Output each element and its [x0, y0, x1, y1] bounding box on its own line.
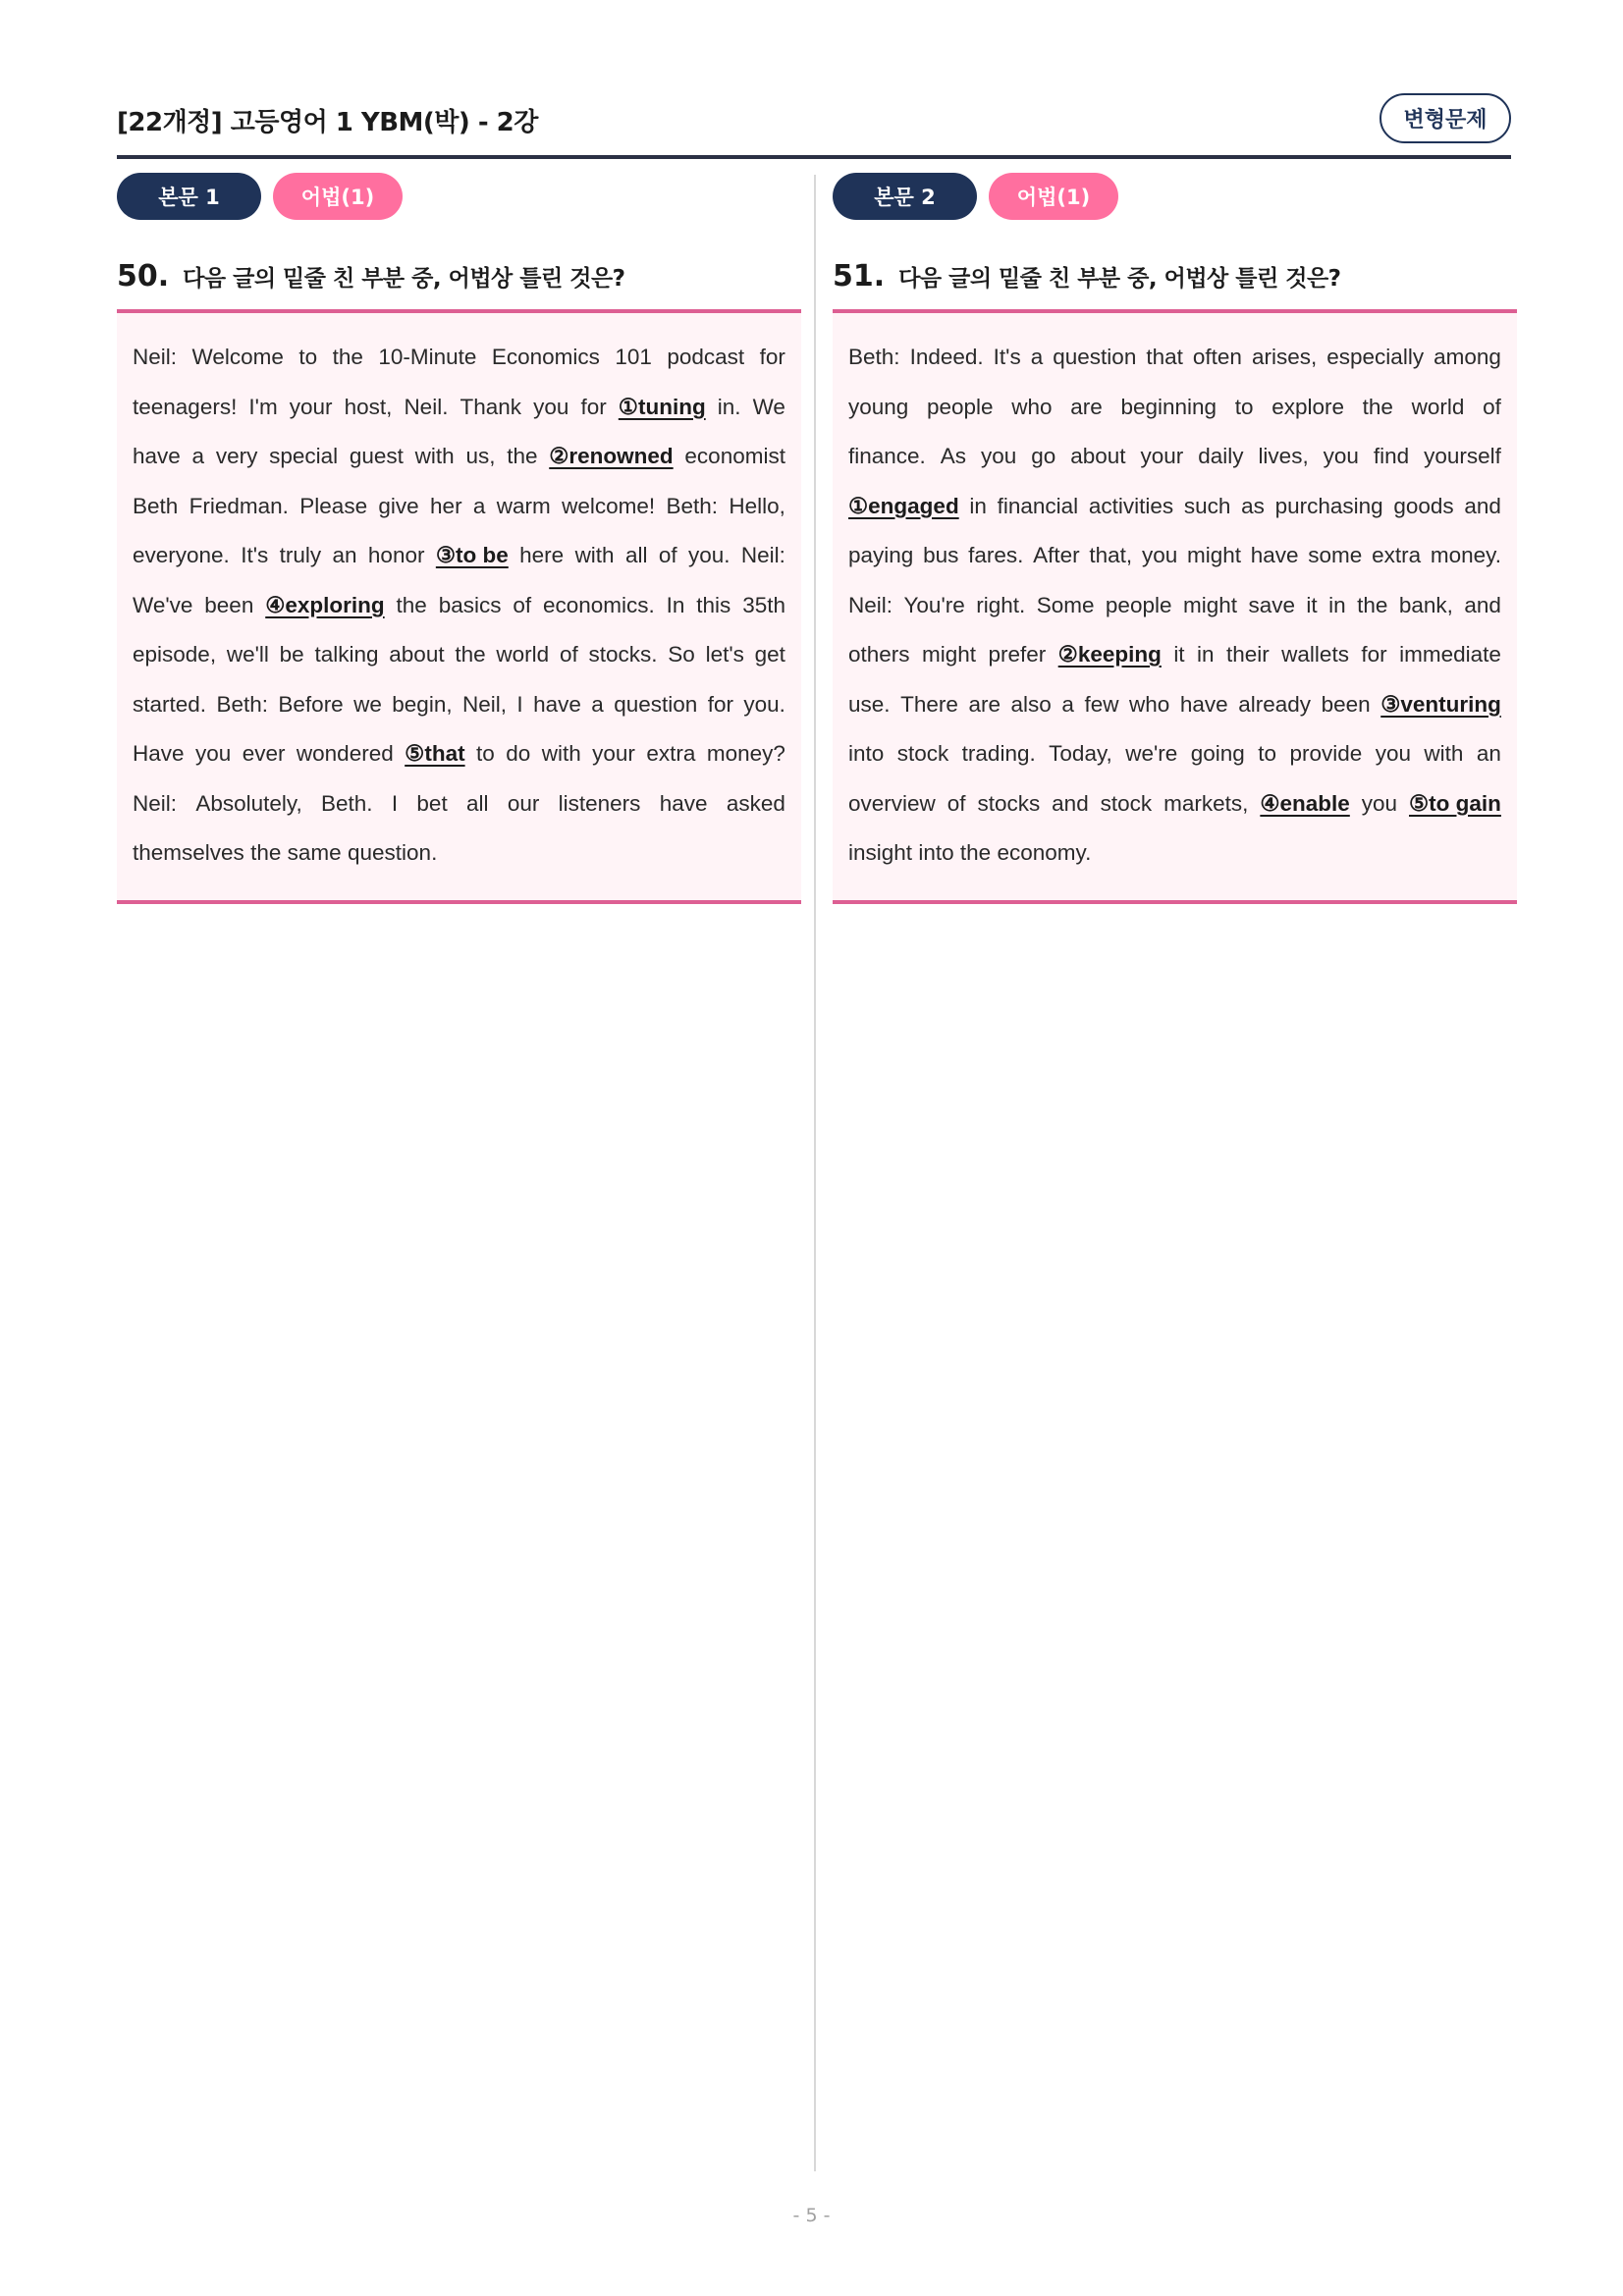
- passage-line: [848, 531, 1501, 581]
- passage-word: you: [980, 444, 1017, 468]
- passage-word: lives,: [1258, 444, 1309, 468]
- passage-word: especially: [1326, 345, 1425, 369]
- passage-word: your: [592, 741, 635, 766]
- passage-line: [848, 680, 1501, 730]
- passage-word: finance.: [848, 444, 926, 468]
- passage-word: honor: [367, 543, 425, 567]
- question-number: 51.: [833, 259, 886, 294]
- passage-word: stocks.: [588, 642, 658, 667]
- passage-word: Economics: [491, 345, 600, 369]
- passage-word: have: [1179, 691, 1228, 717]
- passage-word: the: [959, 840, 992, 865]
- question-text: 다음 글의 밑줄 친 부분 중, 어법상 틀린 것은?: [898, 266, 1341, 292]
- passage-word: host,: [344, 394, 393, 419]
- passage-word: among: [1434, 345, 1501, 369]
- passage-word: fares.: [968, 543, 1024, 567]
- passage-word: and: [1052, 790, 1089, 816]
- passage-word: world: [1411, 394, 1465, 419]
- variant-question-badge: 변형문제: [1380, 93, 1511, 143]
- passage-word: as: [1241, 493, 1265, 518]
- passage-box: [117, 309, 801, 904]
- underlined-choice: ⑤to gain: [1409, 790, 1501, 816]
- passage-word: a: [472, 493, 486, 518]
- passage-line: [848, 333, 1501, 383]
- passage-word: Neil:: [740, 543, 785, 567]
- passage-line: [848, 482, 1501, 532]
- passage-word: you.: [743, 691, 785, 717]
- passage-word: economy.: [997, 840, 1092, 865]
- passage-word: that,: [1089, 543, 1133, 567]
- passage-word: it: [1306, 592, 1318, 617]
- passage-word: also: [1010, 691, 1052, 717]
- underlined-choice: ②renowned: [549, 444, 674, 468]
- passage-word: warm: [496, 493, 551, 518]
- passage-word: get: [754, 642, 785, 667]
- passage-word: the: [507, 444, 538, 468]
- passage-line: [848, 630, 1501, 680]
- passage-word: the: [1362, 394, 1393, 419]
- passage-word: Absolutely,: [195, 790, 302, 816]
- passage-word: with: [541, 741, 581, 766]
- passage-word: economics.: [542, 592, 655, 617]
- passage-word: begin,: [392, 691, 453, 717]
- passage-line: [133, 828, 785, 879]
- passage-word: our: [507, 790, 540, 816]
- passage-word: I: [391, 790, 399, 816]
- passage-word: do: [506, 741, 531, 766]
- passage-word: people: [1105, 592, 1172, 617]
- passage-word: After: [1033, 543, 1080, 567]
- passage-word: the: [455, 642, 486, 667]
- passage-word: that: [1146, 345, 1183, 369]
- passage-word: you: [1141, 543, 1178, 567]
- passage-line: [133, 581, 785, 631]
- passage-word: you: [1375, 741, 1411, 766]
- passage-word: Neil:: [848, 592, 893, 617]
- passage-word: save: [1248, 592, 1295, 617]
- underlined-choice: ④enable: [1260, 790, 1350, 816]
- passage-word: the: [396, 592, 427, 617]
- type-tag: 어법(1): [989, 173, 1118, 220]
- passage-word: to: [298, 345, 318, 369]
- passage-word: everyone.: [133, 543, 230, 567]
- passage-word: your: [1140, 444, 1184, 468]
- passage-word: we: [353, 691, 382, 717]
- passage-word: paying: [848, 543, 914, 567]
- passage-word: prefer: [988, 642, 1047, 667]
- passage-word: overview: [848, 790, 936, 816]
- passage-word: yourself: [1424, 444, 1501, 468]
- passage-word: beginning: [1120, 394, 1217, 419]
- passage-word: are: [968, 691, 1001, 717]
- passage-word: guest: [349, 444, 404, 468]
- passage-word: we'll: [226, 642, 269, 667]
- passage-word: some: [1308, 543, 1363, 567]
- passage-word: be: [279, 642, 304, 667]
- passage-word: find: [1373, 444, 1410, 468]
- passage-word: daily: [1198, 444, 1244, 468]
- passage-word: her: [430, 493, 462, 518]
- passage-word: question: [614, 691, 698, 717]
- passage-word: might: [1186, 543, 1241, 567]
- passage-line: [133, 779, 785, 829]
- passage-word: talking: [314, 642, 379, 667]
- passage-word: special: [269, 444, 339, 468]
- passage-word: with: [1424, 741, 1464, 766]
- passage-word: bet: [416, 790, 448, 816]
- passage-word: welcome!: [562, 493, 656, 518]
- passage-word: go: [1031, 444, 1056, 468]
- passage-word: very: [215, 444, 258, 468]
- passage-word: all: [466, 790, 489, 816]
- passage-word: for: [759, 345, 785, 369]
- passage-line: [848, 383, 1501, 433]
- passage-word: activities: [1088, 493, 1174, 518]
- passage-word: you: [1361, 790, 1398, 816]
- passage-word: who: [1129, 691, 1170, 717]
- passage-word: 35th: [742, 592, 785, 617]
- passage-word: asked: [726, 790, 785, 816]
- passage-tag: 본문 2: [833, 173, 977, 220]
- passage-box: [833, 309, 1517, 904]
- passage-word: into: [918, 840, 954, 865]
- passage-word: with: [414, 444, 455, 468]
- passage-word: of: [559, 642, 578, 667]
- passage-word: There: [900, 691, 958, 717]
- underlined-choice: ①tuning: [618, 394, 706, 419]
- passage-word: truly: [279, 543, 322, 567]
- passage-word: about: [1070, 444, 1126, 468]
- passage-word: let's: [705, 642, 744, 667]
- passage-word: We: [752, 394, 785, 419]
- header-rule: [117, 155, 1511, 159]
- passage-word: As: [940, 444, 967, 468]
- page-header-title: [22개정] 고등영어 1 YBM(박) - 2강: [117, 108, 538, 137]
- passage-word: have: [659, 790, 708, 816]
- passage-word: Have: [133, 741, 185, 766]
- passage-word: in.: [717, 394, 741, 419]
- passage-line: [848, 729, 1501, 779]
- passage-word: here: [519, 543, 565, 567]
- underlined-choice: ③venturing: [1380, 691, 1501, 717]
- passage-word: to: [476, 741, 495, 766]
- passage-word: basics: [438, 592, 502, 617]
- passage-word: money?: [706, 741, 785, 766]
- passage-word: You're: [903, 592, 965, 617]
- passage-line: [848, 779, 1501, 829]
- passage-word: an: [1476, 741, 1501, 766]
- passage-word: and: [1464, 493, 1501, 518]
- passage-word: their: [1225, 642, 1270, 667]
- passage-word: It's: [993, 345, 1021, 369]
- passage-word: I'm: [248, 394, 278, 419]
- passage-word: Beth:: [666, 493, 719, 518]
- tag-row: [833, 173, 1517, 222]
- passage-line: [133, 630, 785, 680]
- passage-word: wallets: [1281, 642, 1349, 667]
- underlined-choice: ②keeping: [1057, 642, 1162, 667]
- passage-line: [848, 581, 1501, 631]
- passage-word: teenagers!: [133, 394, 238, 419]
- passage-word: might: [921, 642, 977, 667]
- passage-word: often: [1192, 345, 1242, 369]
- passage-word: you: [1323, 444, 1359, 468]
- passage-word: Please: [299, 493, 368, 518]
- passage-word: for: [580, 394, 607, 419]
- passage-word: I: [516, 691, 523, 717]
- passage-word: listeners: [558, 790, 641, 816]
- passage-word: for: [707, 691, 733, 717]
- passage-word: Before: [278, 691, 344, 717]
- passage-word: podcast: [667, 345, 745, 369]
- column-divider: [814, 175, 816, 2171]
- passage-word: extra: [646, 741, 696, 766]
- passage-word: people: [927, 394, 994, 419]
- passage-word: So: [668, 642, 695, 667]
- passage-line: [133, 432, 785, 482]
- passage-word: have: [1250, 543, 1299, 567]
- passage-word: Neil:: [133, 345, 178, 369]
- underlined-choice: ③to be: [435, 543, 509, 567]
- question-text: 다음 글의 밑줄 친 부분 중, 어법상 틀린 것은?: [183, 266, 625, 292]
- passage-word: others: [848, 642, 910, 667]
- passage-word: in: [1328, 592, 1346, 617]
- passage-word: already: [1238, 691, 1312, 717]
- passage-word: the: [1357, 592, 1388, 617]
- passage-word: into: [848, 741, 885, 766]
- passage-word: who: [1011, 394, 1053, 419]
- underlined-choice: ④exploring: [265, 592, 385, 617]
- passage-word: you: [194, 741, 232, 766]
- passage-word: explore: [1271, 394, 1344, 419]
- passage-word: use.: [848, 691, 891, 717]
- passage-word: for: [1361, 642, 1387, 667]
- passage-word: of: [658, 543, 677, 567]
- passage-word: Beth:: [848, 345, 900, 369]
- passage-word: right.: [976, 592, 1026, 617]
- passage-word: episode,: [133, 642, 217, 667]
- passage-word: Some: [1036, 592, 1095, 617]
- passage-word: purchasing: [1274, 493, 1383, 518]
- passage-word: 10-Minute: [378, 345, 477, 369]
- passage-word: financial: [997, 493, 1079, 518]
- passage-line: [133, 383, 785, 433]
- passage-word: stocks: [977, 790, 1041, 816]
- passage-word: been: [1321, 691, 1371, 717]
- question-heading: [117, 259, 801, 298]
- passage-word: have: [133, 444, 181, 468]
- passage-tag: 본문 1: [117, 173, 261, 220]
- passage-word: we're: [1125, 741, 1178, 766]
- passage-word: a: [191, 444, 205, 468]
- passage-word: same: [287, 840, 342, 865]
- passage-word: Today,: [1049, 741, 1112, 766]
- passage-word: you.: [687, 543, 730, 567]
- passage-line: [848, 828, 1501, 879]
- passage-word: Hello,: [729, 493, 785, 518]
- passage-word: about: [389, 642, 445, 667]
- passage-word: Thank: [460, 394, 522, 419]
- passage-word: us,: [465, 444, 496, 468]
- passage-word: 101: [615, 345, 652, 369]
- passage-word: markets,: [1163, 790, 1249, 816]
- passage-word: Beth: [133, 493, 179, 518]
- passage-word: started.: [133, 691, 207, 717]
- passage-word: Beth:: [216, 691, 268, 717]
- passage-word: economist: [684, 444, 785, 468]
- passage-word: stock: [1100, 790, 1153, 816]
- passage-word: and: [1464, 592, 1501, 617]
- passage-line: [133, 482, 785, 532]
- tag-row: [117, 173, 801, 222]
- passage-word: provide: [1289, 741, 1363, 766]
- passage-line: [133, 531, 785, 581]
- passage-word: all: [624, 543, 648, 567]
- passage-word: your: [289, 394, 333, 419]
- passage-word: to: [1234, 394, 1254, 419]
- passage-word: in: [969, 493, 987, 518]
- passage-word: themselves: [133, 840, 244, 865]
- passage-word: few: [1084, 691, 1119, 717]
- passage-word: in: [1197, 642, 1215, 667]
- passage-word: been: [204, 592, 254, 617]
- passage-word: with: [574, 543, 615, 567]
- passage-word: Beth.: [321, 790, 373, 816]
- passage-word: goods: [1393, 493, 1454, 518]
- passage-word: give: [378, 493, 419, 518]
- passage-word: wondered: [296, 741, 394, 766]
- passage-word: of: [513, 592, 532, 617]
- passage-word: stock: [896, 741, 949, 766]
- type-tag: 어법(1): [273, 173, 403, 220]
- passage-line: [848, 432, 1501, 482]
- passage-word: a: [1030, 345, 1044, 369]
- passage-word: the: [332, 345, 363, 369]
- passage-word: question.: [348, 840, 438, 865]
- passage-word: question: [1053, 345, 1137, 369]
- passage-word: Indeed.: [909, 345, 984, 369]
- passage-word: going: [1190, 741, 1245, 766]
- passage-line: [133, 729, 785, 779]
- underlined-choice: ⑤that: [405, 741, 465, 766]
- passage-word: It's: [241, 543, 269, 567]
- passage-word: Neil,: [462, 691, 508, 717]
- passage-word: an: [332, 543, 357, 567]
- page-number: - 5 -: [792, 2205, 831, 2226]
- question-column-left: [117, 173, 801, 904]
- passage-word: bank,: [1398, 592, 1453, 617]
- passage-word: young: [848, 394, 909, 419]
- passage-word: to: [1258, 741, 1277, 766]
- passage-word: Neil.: [404, 394, 449, 419]
- passage-line: [133, 680, 785, 730]
- passage-word: of: [1483, 394, 1501, 419]
- passage-word: a: [591, 691, 604, 717]
- passage-word: you: [533, 394, 569, 419]
- passage-word: extra: [1372, 543, 1422, 567]
- passage-word: Welcome: [191, 345, 284, 369]
- passage-word: such: [1183, 493, 1231, 518]
- passage-word: ever: [242, 741, 286, 766]
- underlined-choice: ①engaged: [848, 493, 959, 518]
- passage-word: In: [666, 592, 685, 617]
- question-column-right: [833, 173, 1517, 904]
- passage-word: might: [1182, 592, 1237, 617]
- passage-word: it: [1173, 642, 1185, 667]
- passage-line: [133, 333, 785, 383]
- passage-word: world: [496, 642, 550, 667]
- passage-word: bus: [923, 543, 959, 567]
- passage-word: money.: [1430, 543, 1501, 567]
- passage-word: Friedman.: [189, 493, 289, 518]
- passage-word: of: [947, 790, 966, 816]
- passage-word: are: [1070, 394, 1103, 419]
- passage-word: We've: [133, 592, 193, 617]
- passage-word: this: [696, 592, 731, 617]
- question-heading: [833, 259, 1517, 298]
- question-number: 50.: [117, 259, 170, 294]
- passage-word: have: [533, 691, 581, 717]
- passage-word: immediate: [1399, 642, 1501, 667]
- passage-word: the: [250, 840, 282, 865]
- passage-word: Neil:: [133, 790, 178, 816]
- passage-word: trading.: [961, 741, 1036, 766]
- passage-word: a: [1061, 691, 1074, 717]
- passage-word: arises,: [1251, 345, 1318, 369]
- passage-word: insight: [848, 840, 913, 865]
